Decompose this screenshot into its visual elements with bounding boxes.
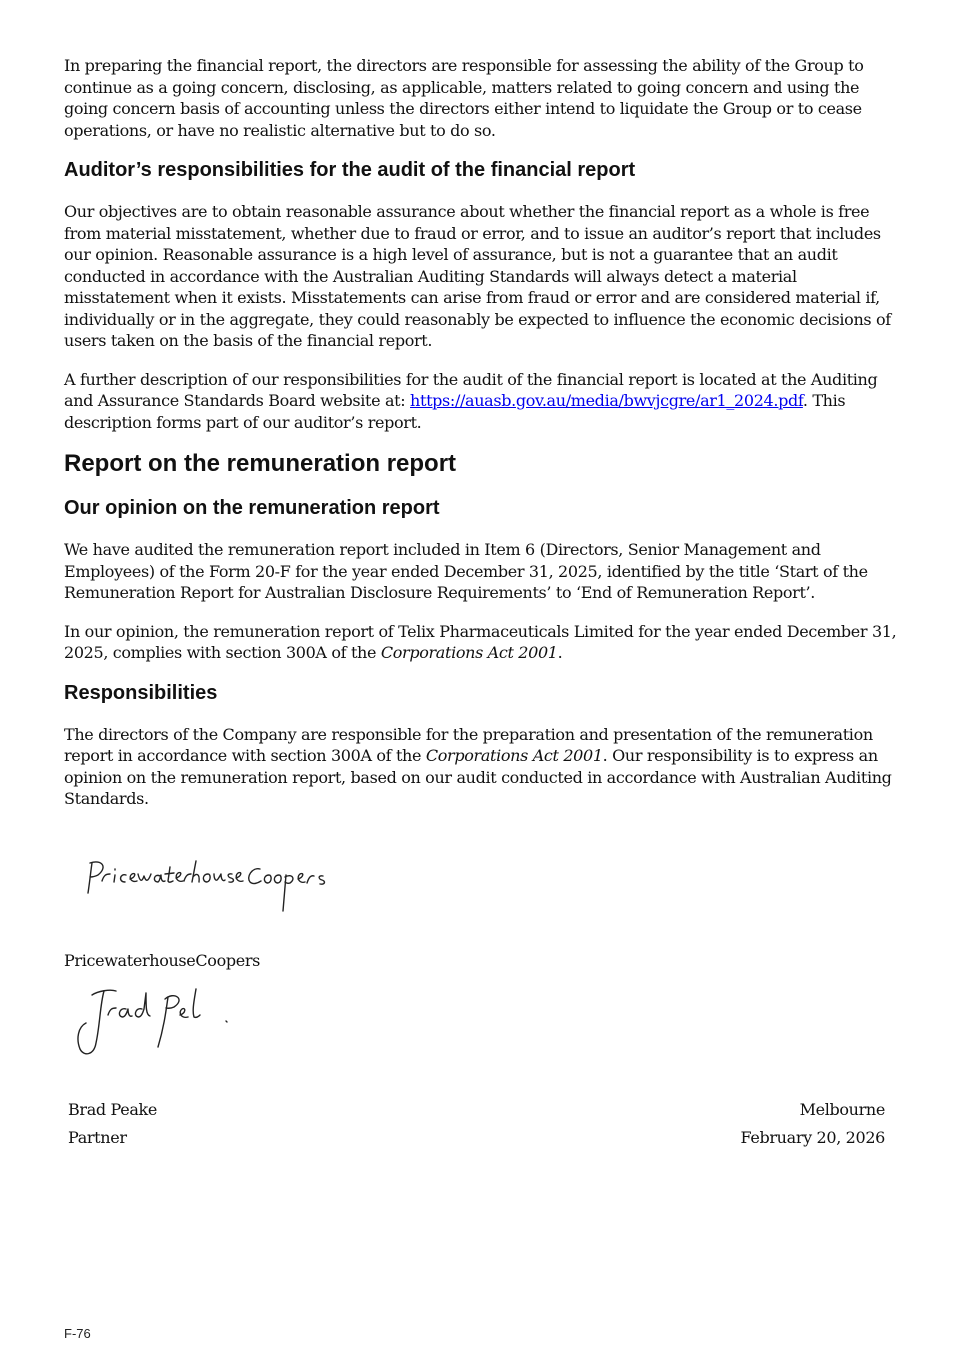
- page-number: F-76: [64, 1326, 91, 1341]
- responsibilities-heading: Responsibilities: [64, 681, 218, 704]
- auasb-link[interactable]: https://auasb.gov.au/media/bwvjcgre/ar1_2024.pdf: [410, 391, 803, 410]
- responsibilities-text: The directors of the Company are responsible for the preparation and presentation of the remuneration report in accordance with section 300A of the: [64, 724, 873, 765]
- sign-city: Melbourne: [799, 1100, 885, 1119]
- sign-date: February 20, 2026: [740, 1128, 885, 1147]
- partner-title: Partner: [68, 1128, 127, 1147]
- opinion-text-end: .: [557, 643, 563, 662]
- firm-name: PricewaterhouseCoopers: [64, 951, 261, 970]
- responsibilities-text-end: . Our responsibility is to express an opinion on the remuneration report, based on our audit conducted in accordance with Australian Auditing Standards.: [64, 746, 892, 808]
- further-description-paragraph: [64, 369, 906, 434]
- remuneration-report-title: Report on the remuneration report: [64, 450, 457, 477]
- responsibilities-paragraph: [64, 724, 906, 810]
- auditor-responsibilities-heading: Auditor’s responsibilities for the audit of the financial report: [64, 159, 636, 181]
- corporations-act-ref-2: Corporations Act 2001: [425, 746, 603, 765]
- auditor-objectives-paragraph: Our objectives are to obtain reasonable assurance about whether the financial report as a whole is free from material misstatement, whether due to fraud or error, and to issue an auditor’s report that includes our opinion. Reasonable assurance is a high level of assurance, but is not a guarantee that an audit conducted in accordance with the Australian Auditing Standards will always detect a material misstatement when it exists. Misstatements can arise from fraud or error and are considered material if, individually or in the aggregate, they could reasonably be expected to influence the economic decisions of users taken on the basis of the financial report.: [64, 202, 891, 350]
- corporations-act-ref: Corporations Act 2001: [380, 643, 558, 662]
- report-page: [64, 55, 906, 827]
- remuneration-opinion-heading: Our opinion on the remuneration report: [64, 497, 440, 519]
- further-description-tail: . This description forms part of our auditor’s report.: [64, 391, 846, 432]
- remuneration-opinion-paragraph: [64, 621, 906, 664]
- remuneration-audited-paragraph: We have audited the remuneration report included in Item 6 (Directors, Senior Management and Employees) of the Form 20-F for the year ended December 31, 2025, identified by the title ‘Start of the Remuneration Report for Australian Disclosure Requirements’ to ‘End of Remuneration Report’.: [64, 540, 868, 602]
- going-concern-paragraph: In preparing the financial report, the directors are responsible for assessing the ability of the Group to continue as a going concern, disclosing, as applicable, matters related to going concern and using the going concern basis of accounting unless the directors either intend to liquidate the Group or to cease operations, or have no realistic alternative but to do so.: [64, 56, 864, 140]
- partner-signature: [70, 985, 240, 1060]
- further-description-text: A further description of our responsibilities for the audit of the financial report is located at the Auditing and Assurance Standards Board website at:: [64, 369, 878, 410]
- partner-name: Brad Peake: [68, 1100, 157, 1119]
- opinion-text: In our opinion, the remuneration report of Telix Pharmaceuticals Limited for the year ended December 31, 2025, complies with section 300A of the: [64, 621, 897, 662]
- firm-signature: [80, 855, 350, 920]
